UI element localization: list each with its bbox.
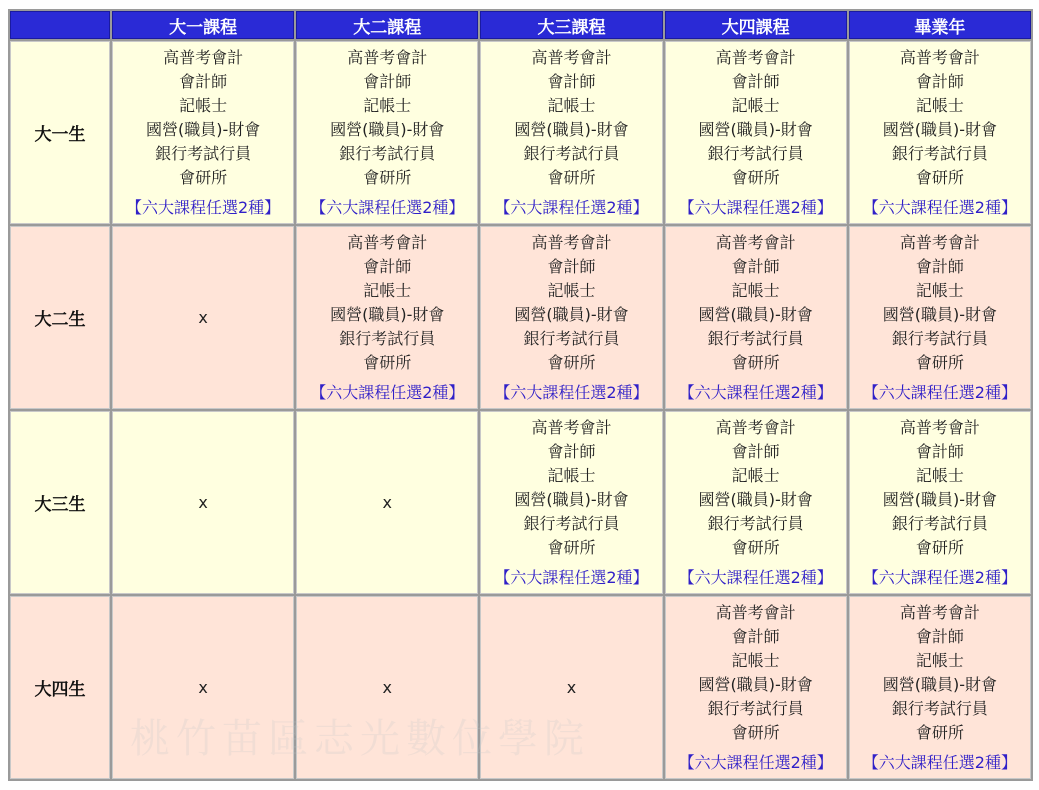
course-item: 銀行考試行員 <box>523 143 620 163</box>
course-item: 會研所 <box>915 722 964 742</box>
course-item: 銀行考試行員 <box>707 328 804 348</box>
course-selection-note: 【六大課程任選2種】 <box>862 382 1017 402</box>
course-item: 銀行考試行員 <box>891 328 988 348</box>
course-item: 高普考會計 <box>899 232 980 252</box>
course-list <box>481 231 661 405</box>
course-selection-note: 【六大課程任選2種】 <box>678 752 833 772</box>
course-item: 國營(職員)-財會 <box>882 489 997 509</box>
course-item: 高普考會計 <box>531 232 612 252</box>
course-item: 高普考會計 <box>715 417 796 437</box>
course-item: 記帳士 <box>915 280 964 300</box>
course-item: 會計師 <box>547 256 596 276</box>
course-selection-note: 【六大課程任選2種】 <box>862 752 1017 772</box>
course-item: 銀行考試行員 <box>339 143 436 163</box>
course-item: 會計師 <box>179 71 228 91</box>
course-item: 銀行考試行員 <box>339 328 436 348</box>
course-selection-note: 【六大課程任選2種】 <box>494 382 649 402</box>
table-cell <box>112 596 294 779</box>
course-item: 記帳士 <box>363 280 412 300</box>
course-list <box>481 416 661 590</box>
row-label: 大三生 <box>10 411 110 594</box>
header-col-2: 大二課程 <box>296 11 478 39</box>
course-item: 會計師 <box>363 256 412 276</box>
course-selection-note: 【六大課程任選2種】 <box>862 197 1017 217</box>
course-item: 會研所 <box>363 352 412 372</box>
course-list <box>666 601 846 775</box>
course-item: 高普考會計 <box>531 417 612 437</box>
course-item: 會計師 <box>547 71 596 91</box>
course-item: 會計師 <box>547 441 596 461</box>
course-selection-note: 【六大課程任選2種】 <box>126 197 281 217</box>
course-list <box>297 231 477 405</box>
course-item: 高普考會計 <box>347 232 428 252</box>
course-list <box>850 601 1030 775</box>
row-label: 大二生 <box>10 226 110 409</box>
not-applicable-mark: x <box>198 493 208 512</box>
course-item: 記帳士 <box>179 95 228 115</box>
not-applicable-mark: x <box>382 493 393 512</box>
course-list <box>481 46 661 220</box>
course-list <box>850 416 1030 590</box>
course-item: 會研所 <box>915 352 964 372</box>
table-cell <box>112 41 294 224</box>
table-cell <box>480 596 662 779</box>
course-selection-note: 【六大課程任選2種】 <box>494 567 649 587</box>
course-item: 國營(職員)-財會 <box>882 674 997 694</box>
course-item: 會研所 <box>731 352 780 372</box>
course-item: 會計師 <box>915 626 964 646</box>
course-item: 銀行考試行員 <box>707 698 804 718</box>
course-item: 會計師 <box>915 441 964 461</box>
course-item: 記帳士 <box>731 465 780 485</box>
table-cell <box>849 596 1031 779</box>
course-table-container <box>8 9 1033 781</box>
header-row <box>10 11 1031 39</box>
course-selection-note: 【六大課程任選2種】 <box>678 567 833 587</box>
table-cell <box>665 41 847 224</box>
course-item: 銀行考試行員 <box>523 513 620 533</box>
table-cell <box>112 411 294 594</box>
course-selection-note: 【六大課程任選2種】 <box>310 382 465 402</box>
table-row <box>10 226 1031 409</box>
table-cell <box>296 41 478 224</box>
course-selection-note: 【六大課程任選2種】 <box>678 197 833 217</box>
header-col-3: 大三課程 <box>480 11 662 39</box>
not-applicable-mark: x <box>198 678 208 697</box>
row-label: 大一生 <box>10 41 110 224</box>
course-item: 高普考會計 <box>531 47 612 67</box>
course-item: 高普考會計 <box>899 602 980 622</box>
course-item: 會計師 <box>731 71 780 91</box>
course-item: 國營(職員)-財會 <box>698 304 813 324</box>
course-item: 記帳士 <box>915 95 964 115</box>
course-item: 會研所 <box>915 167 964 187</box>
course-list <box>850 46 1030 220</box>
course-item: 國營(職員)-財會 <box>330 119 445 139</box>
course-item: 會計師 <box>915 256 964 276</box>
table-row <box>10 411 1031 594</box>
course-item: 記帳士 <box>547 95 596 115</box>
course-item: 國營(職員)-財會 <box>882 304 997 324</box>
course-list <box>850 231 1030 405</box>
course-list <box>666 46 846 220</box>
not-applicable-mark: x <box>198 308 208 327</box>
course-list <box>297 46 477 220</box>
course-list <box>666 416 846 590</box>
course-selection-note: 【六大課程任選2種】 <box>862 567 1017 587</box>
course-item: 國營(職員)-財會 <box>882 119 997 139</box>
course-item: 高普考會計 <box>899 47 980 67</box>
course-item: 銀行考試行員 <box>707 513 804 533</box>
table-cell <box>296 596 478 779</box>
course-item: 記帳士 <box>363 95 412 115</box>
course-item: 高普考會計 <box>163 47 244 67</box>
header-corner <box>10 11 110 39</box>
course-item: 會研所 <box>731 167 780 187</box>
course-item: 會計師 <box>731 256 780 276</box>
table-cell <box>849 226 1031 409</box>
course-item: 會研所 <box>547 537 596 557</box>
course-item: 記帳士 <box>731 95 780 115</box>
course-item: 記帳士 <box>547 465 596 485</box>
course-item: 高普考會計 <box>347 47 428 67</box>
course-item: 會研所 <box>731 722 780 742</box>
table-cell <box>665 596 847 779</box>
table-row <box>10 596 1031 779</box>
course-item: 高普考會計 <box>899 417 980 437</box>
course-item: 高普考會計 <box>715 47 796 67</box>
course-selection-note: 【六大課程任選2種】 <box>678 382 833 402</box>
course-item: 國營(職員)-財會 <box>698 489 813 509</box>
course-selection-note: 【六大課程任選2種】 <box>310 197 465 217</box>
course-item: 國營(職員)-財會 <box>514 119 629 139</box>
table-cell <box>296 226 478 409</box>
row-label: 大四生 <box>10 596 110 779</box>
course-item: 銀行考試行員 <box>891 513 988 533</box>
course-list <box>666 231 846 405</box>
table-cell <box>665 226 847 409</box>
course-item: 國營(職員)-財會 <box>514 489 629 509</box>
table-cell <box>296 411 478 594</box>
course-item: 會計師 <box>915 71 964 91</box>
course-item: 記帳士 <box>731 280 780 300</box>
course-item: 會研所 <box>547 352 596 372</box>
course-item: 會計師 <box>731 441 780 461</box>
course-item: 高普考會計 <box>715 602 796 622</box>
course-item: 會研所 <box>179 167 228 187</box>
not-applicable-mark: x <box>566 678 577 697</box>
course-item: 會研所 <box>547 167 596 187</box>
course-item: 國營(職員)-財會 <box>514 304 629 324</box>
table-cell <box>849 411 1031 594</box>
table-cell <box>480 41 662 224</box>
course-item: 會研所 <box>731 537 780 557</box>
watermark-text: 桃竹苗區志光數位學院 <box>130 716 590 762</box>
course-item: 國營(職員)-財會 <box>698 674 813 694</box>
course-item: 記帳士 <box>547 280 596 300</box>
course-item: 會研所 <box>363 167 412 187</box>
not-applicable-mark: x <box>382 678 393 697</box>
course-item: 記帳士 <box>915 465 964 485</box>
course-item: 銀行考試行員 <box>891 143 988 163</box>
header-col-4: 大四課程 <box>665 11 847 39</box>
course-list <box>113 46 293 220</box>
course-item: 記帳士 <box>915 650 964 670</box>
course-item: 記帳士 <box>731 650 780 670</box>
course-item: 銀行考試行員 <box>707 143 804 163</box>
course-item: 國營(職員)-財會 <box>698 119 813 139</box>
course-item: 國營(職員)-財會 <box>145 119 261 139</box>
course-item: 國營(職員)-財會 <box>330 304 445 324</box>
table-row <box>10 41 1031 224</box>
course-item: 會計師 <box>363 71 412 91</box>
header-col-1: 大一課程 <box>112 11 294 39</box>
table-cell <box>665 411 847 594</box>
course-item: 會計師 <box>731 626 780 646</box>
table-cell <box>480 226 662 409</box>
course-item: 銀行考試行員 <box>523 328 620 348</box>
course-selection-note: 【六大課程任選2種】 <box>494 197 649 217</box>
table-cell <box>849 41 1031 224</box>
header-col-5: 畢業年 <box>849 11 1031 39</box>
course-item: 高普考會計 <box>715 232 796 252</box>
course-table <box>8 9 1033 781</box>
course-item: 銀行考試行員 <box>891 698 988 718</box>
table-cell <box>480 411 662 594</box>
course-item: 會研所 <box>915 537 964 557</box>
course-item: 銀行考試行員 <box>155 143 252 163</box>
table-cell <box>112 226 294 409</box>
